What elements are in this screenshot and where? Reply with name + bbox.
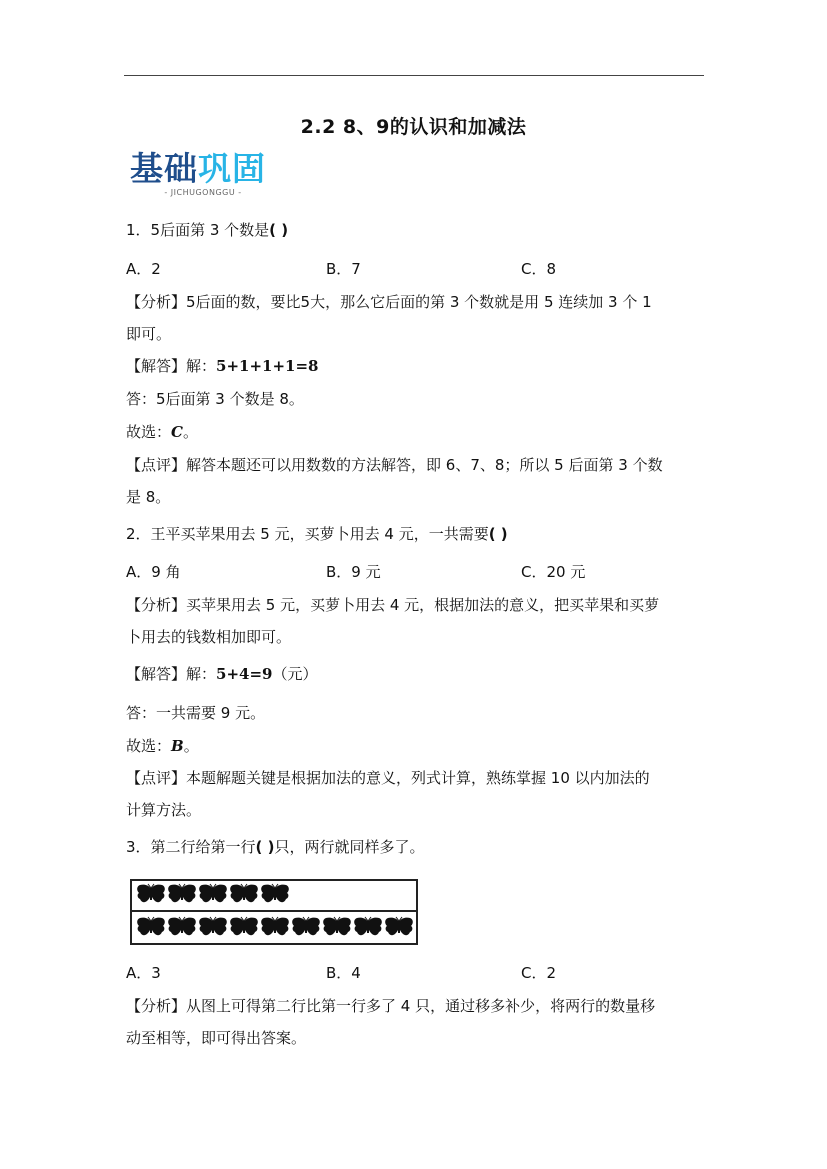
q1-choice: 故选：C。 [126, 423, 198, 441]
q3-analysis: 【分析】从图上可得第二行比第一行多了 4 只，通过移多补少，将两行的数量移 [126, 997, 656, 1015]
q2-option-b: B．9 元 [326, 563, 381, 581]
q1-analysis: 【分析】5后面的数，要比5大，那么它后面的第 3 个数就是用 5 连续加 3 个 1 [126, 293, 652, 311]
q2-analysis: 【分析】买苹果用去 5 元，买萝卜用去 4 元，根据加法的意义，把买苹果和买萝 [126, 596, 660, 614]
butterfly-icon [384, 916, 414, 940]
butterfly-icon [198, 916, 228, 940]
butterfly-icon [198, 883, 228, 907]
butterfly-icon [353, 916, 383, 940]
butterfly-icon [291, 916, 321, 940]
page-title: 2.2 8、9的认识和加减法 [300, 116, 527, 138]
q2-comment: 【点评】本题解题关键是根据加法的意义，列式计算，熟练掌握 10 以内加法的 [126, 769, 650, 787]
q2-stem: 2．王平买苹果用去 5 元，买萝卜用去 4 元，一共需要( ) [126, 525, 508, 543]
q2-choice: 故选：B。 [126, 737, 199, 755]
q1-comment: 【点评】解答本题还可以用数数的方法解答，即 6、7、8；所以 5 后面第 3 个数 [126, 456, 663, 474]
butterfly-icon [229, 916, 259, 940]
badge-text: 基础巩固 [130, 149, 266, 188]
q1-analysis-cont: 即可。 [126, 325, 172, 343]
q2-option-c: C．20 元 [521, 563, 586, 581]
q2-option-a: A．9 角 [126, 563, 181, 581]
q1-stem: 1．5后面第 3 个数是( ) [126, 221, 289, 239]
q3-option-c: C．2 [521, 964, 557, 982]
q1-option-b: B．7 [326, 260, 361, 278]
butterfly-icon [167, 883, 197, 907]
q3-option-a: A．3 [126, 964, 161, 982]
q1-option-a: A．2 [126, 260, 161, 278]
section-badge-logo [130, 150, 276, 198]
header-rule [124, 75, 704, 76]
q1-solution: 【解答】解：5+1+1+1=8 [126, 357, 319, 375]
q2-comment-cont: 计算方法。 [126, 801, 202, 819]
badge-subtitle: - JICHUGONGGU - [164, 188, 242, 197]
butterfly-icon [167, 916, 197, 940]
q3-stem: 3．第二行给第一行( )只，两行就同样多了。 [126, 838, 425, 856]
q1-answer: 答：5后面第 3 个数是 8。 [126, 390, 304, 408]
q3-analysis-cont: 动至相等，即可得出答案。 [126, 1029, 307, 1047]
q1-comment-cont: 是 8。 [126, 488, 171, 506]
butterfly-icon [322, 916, 352, 940]
butterfly-figure [130, 879, 418, 945]
q2-analysis-cont: 卜用去的钱数相加即可。 [126, 628, 292, 646]
q2-answer: 答：一共需要 9 元。 [126, 704, 266, 722]
butterfly-icon [229, 883, 259, 907]
butterfly-icon [260, 916, 290, 940]
butterfly-icon [260, 883, 290, 907]
figure-divider [132, 910, 416, 912]
q2-solution: 【解答】解：5+4=9（元） [126, 665, 318, 683]
q3-option-b: B．4 [326, 964, 361, 982]
butterfly-icon [136, 883, 166, 907]
q1-option-c: C．8 [521, 260, 557, 278]
butterfly-icon [136, 916, 166, 940]
